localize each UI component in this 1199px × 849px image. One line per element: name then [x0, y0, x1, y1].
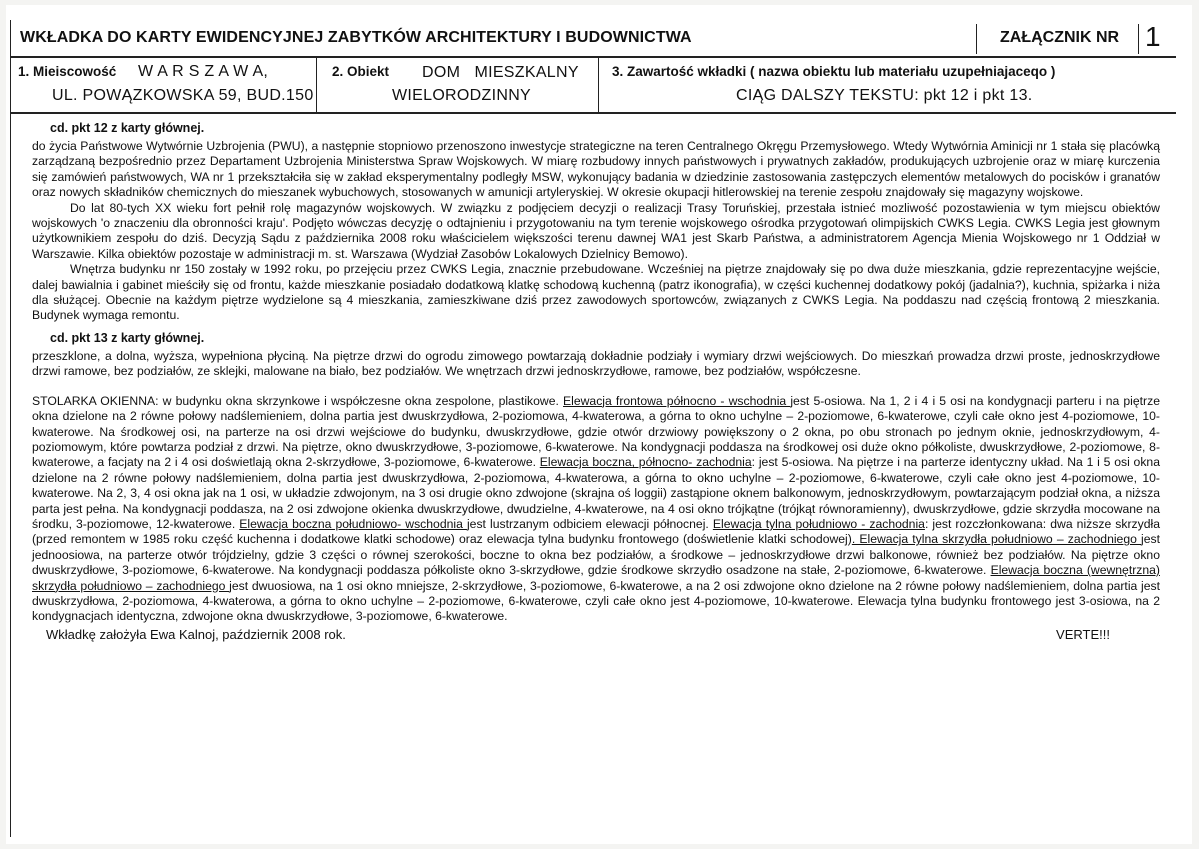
- elevation-side-nw-heading: Elewacja boczna, północno- zachodnia: [539, 455, 752, 470]
- section-12-paragraph-2: Do lat 80-tych XX wieku fort pełnił rolę magazynów wojskowych. W związku z podjęciem decyzji o realizacji Trasy Toruńskiej, przestała istnieć mozliwość pozostawienia w tym miejscu obiektów wojskowych 'o znaczeniu dla obronności kraju'. Podjęto wówczas decyzję o odtajnieniu i przygotowaniu na tym terenie wojskowego ośrodka przygotowań olimpijskich CWKS Legia. CWKS Legia jest głownym użytkownikiem zespołu do dziś. Decyzją Sądu z października 2008 roku właścicielem większości terenu dawnej WA1 jest Skarb Państwa, a administratorem Agencja Mienia Wojskowego nr 1 Oddział w Warszawie. Kilka obiektów pozostaje w administracji m. st. Warszawa (Wydział Zasobów Lokalowych Dzielnicy Bemowo).: [32, 200, 1160, 261]
- section-12-heading: cd. pkt 12 z karty głównej.: [50, 121, 205, 135]
- locality-field: [10, 58, 317, 112]
- locality-label: 1. Mieiscowość: [18, 64, 117, 79]
- paragraph-gap: [32, 380, 1160, 394]
- elevation-rear-wing-heading: . Elewacja tylna skrzydła południowo – zachodniego: [851, 532, 1142, 547]
- form-header: [10, 20, 1176, 58]
- elevation-front-text: jest 5-osiowa. Na 1, 2 i 4 i 5 osi na kondygnacji parteru i na piętrze okna dzielone na 2 równe połowy nadślemieniem, dolna partia jest dwuskrzydłowa, 2-poziomowa, 4-kwaterowa, a górna to okno uchylne – 2-poziomowe, 6-kwaterowe, czyli całe okno jest 4-poziomowe, 10-kwaterowe. Na środkowej osi, na parterze na osi drzwi wejściowe do budynku, dwuskrzydłowe, gdzie otwór drzwiowy powiększony o 2 okna, po obu stronach po jednym oknie, jednoskrzydłowym, 4-poziomowym, które powtarza podział z drzwi. Na piętrze, okno dwuskrzydłowe, 3-poziomowe, 6-kwaterowe. Na kondygnacji poddasza na środkowej osi duże okno półkoliste, dwuskrzydłowe, 2-poziomowe, 8-kwaterowe, a facjaty na 2 i 4 osi doświetlają okna 2-skrzydłowe, 3-poziomowe, 6-kwaterowe.: [32, 393, 1160, 470]
- windows-intro: STOLARKA OKIENNA: w budynku okna skrzynkowe i współczesne okna zespolone, plastikowe.: [32, 393, 564, 408]
- locality-value-address: UL. POWĄZKOWSKA 59, BUD.150: [52, 87, 314, 104]
- object-field: [318, 58, 599, 112]
- elevation-front-heading: Elewacja frontowa północno - wschodnia: [563, 393, 791, 408]
- document-body: [32, 115, 1160, 645]
- form-fields-row: [10, 58, 1176, 114]
- section-13-paragraph-doors: przeszklone, a dolna, wyższa, wypełniona płyciną. Na piętrze drzwi do ogrodu zimowego powtarzają dokładnie podziały i wymiary drzwi wejściowych. Do mieszkań prowadza drzwi proste, jednoskrzydłowe drzwi ramowe, bez podziałów, ze sklejki, malowane na biało, bez podziałów. We wnętrzach drzwi jednoskrzydłowe, ramowe, bez podziałów, współczesne.: [32, 348, 1160, 379]
- locality-value-city: W A R S Z A W A,: [138, 63, 269, 80]
- elevation-rear-wing-text: jest jednoosiowa, na parterze otwór trójdzielny, gdzie 3 części o równej szerokości, boczne to okna bez podziałów, a środkowe – jednoskrzydłowe drzwi balkonowe, również bez podziałów. Na piętrze okno dwuskrzydłowe, 3-poziomowe, 6-kwaterowe. Na kondygnacji poddasza półkoliste okno 3-skrzydłowe, gdzie środkowe skrzydło osadzone na stałe, 2-poziomowe, 6-kwaterowe.: [32, 532, 1160, 578]
- elevation-side-nw-text: : jest 5-osiowa. Na piętrze i na parterze identyczny układ. Na 1 i 5 osi okna dzielone na 2 równe połowy nadślemieniem, dolna partia jest dwuskrzydłowa, 2-poziomowa, 4-kwaterowa, a górna to okno uchylne – 2-poziomowe, 6-kwaterowe, czyli całe okno jest 4-poziomowe, 10-kwaterowe. Na 2, 3, 4 osi okna jak na 1 osi, w układzie zdwojonym, na 3 osi drugie okno zdwojone (skrajna oś loggii) zastąpione oknem balkonowym, jednoskrzydłowym, powtarzającym podział okna, a niższa parta jest pełna. Na kondygnacji poddasza, na 2 osi zdwojone okienka dwuskrzydłowe, dwudzielne, 4-kwaterowe, na 4 osi okno trójkątne (trójkąt równoramienny), dwuskrzydłowe, gdzie skrzydła mocowane na środku, 3-poziomowe, 12-kwaterowe.: [32, 455, 1160, 531]
- document-footer: [32, 627, 1160, 645]
- object-value-line2: WIELORODZINNY: [392, 87, 532, 104]
- section-12-paragraph-1: do życia Państwowe Wytwórnie Uzbrojenia (PWU), a następnie stopniowo przenoszono inwestycje strategiczne na teren Centralnego Okręgu Przemysłowego. Wtedy Wytwórnia Aminicji nr 1 stała się placówką zarządzaną bezpośrednio przez Departament Uzbrojenia Ministerstwa Spraw Wojskowych. W miarę rozbudowy innych państwowych i prywatnych zakładów, produkujących uzbrojenie oraz w miarę kurczenia się zamówień państwowych, WA nr 1 przekształciła się w zakład eksperymentalny podległy MSW, wykonujący badania w dziedzinie zastosowania zastępczych elementów metalowych do pocisków i granatów oraz nowych składników chemicznych do mieszanek wybuchowych, stosowanych w amunicji artyleryskiej. W okresie okupacji hitlerowskiej na terenie zespołu znajdowały się magazyny wojskowe.: [32, 139, 1160, 200]
- elevation-rear-sw-heading: Elewacja tylna południowo - zachodnia: [712, 516, 925, 531]
- contents-field: [600, 58, 1176, 112]
- section-13-paragraph-windows: [32, 394, 1160, 625]
- author-note: Wkładkę założyła Ewa Kalnoj, październik 2008 rok.: [46, 626, 346, 642]
- object-label: 2. Obiekt: [332, 64, 390, 79]
- header-divider: [976, 24, 977, 54]
- object-value-line1: DOM MIESZKALNY: [422, 64, 579, 81]
- elevation-inner-side-text: jest dwuosiowa, na 1 osi okno mniejsze, 2-skrzydłowe, 3-poziomowe, 6-kwaterowe, a na 2 osi zdwojone okno dzielone na 2 równe połowy nadślemieniem, dolna partia jest dwuskrzydłowa, 2-poziomowa, 4-kwaterowa, a górna to okno uchylne – 2-poziomowe, 6-kwaterowe, czyli całe okno jest 4-poziomowe, 10-kwaterowe. Elewacja tylna budynku frontowego jest 3-osiowa, na 2 kondygnacjach identyczna, zdwojone okna dwuskrzydłowe, 3-poziomowe, 6-kwaterowe.: [32, 578, 1160, 624]
- form-title: WKŁADKA DO KARTY EWIDENCYJNEJ ZABYTKÓW ARCHITEKTURY I BUDOWNICTWA: [20, 29, 692, 46]
- elevation-rear-sw-text: : jest rozczłonkowana: dwa niższe skrzydła (przed remontem w 1985 roku część kuchenna i dodatkowe klatki schodowe) oraz elewacja tylna budynku frontowego (doświetlenie klatki schodowej): [32, 516, 1160, 547]
- section-13-heading: cd. pkt 13 z karty głównej.: [50, 330, 205, 345]
- contents-value: CIĄG DALSZY TEKSTU: pkt 12 i pkt 13.: [736, 87, 1033, 104]
- section-12-paragraph-3: Wnętrza budynku nr 150 zostały w 1992 roku, po przejęciu przez CWKS Legia, znacznie przebudowane. Wcześniej na piętrze znajdowały się po dwa duże mieszkania, gdzie reprezentacyjne wejście, dalej bawialnia i gabinet mieściły się od frontu, każde mieszkanie posiadało dodatkową klatkę schodową kuchenną (patrz ikonografia), w części kuchennej dodatkowy pokój (jadalnia?), kuchnia, spiżarka i niża dla służącej. Obecnie na każdym piętrze wydzielone są 4 mieszkania, zamieszkiwane dziś przez zawodowych sportowców, związanych z CWKS Legia. Na poddaszu nad częścią frontową 2 mieszkania. Budynek wymaga remontu.: [32, 262, 1160, 323]
- elevation-side-se-text: jest lustrzanym odbiciem elewacji północnej.: [466, 516, 713, 531]
- attachment-number: 1: [1145, 21, 1161, 52]
- elevation-inner-side-heading: Elewacja boczna (wewnętrzna) skrzydła południowo – zachodniego: [32, 563, 1160, 593]
- verte-note: VERTE!!!: [1056, 626, 1110, 642]
- attachment-label: ZAŁĄCZNIK NR: [1000, 29, 1120, 46]
- elevation-side-se-heading: Elewacja boczna południowo- wschodnia: [239, 516, 467, 531]
- header-divider: [1138, 24, 1139, 54]
- contents-label: 3. Zawartość wkładki ( nazwa obiektu lub materiału uzupełniajaceqo ): [612, 64, 1056, 79]
